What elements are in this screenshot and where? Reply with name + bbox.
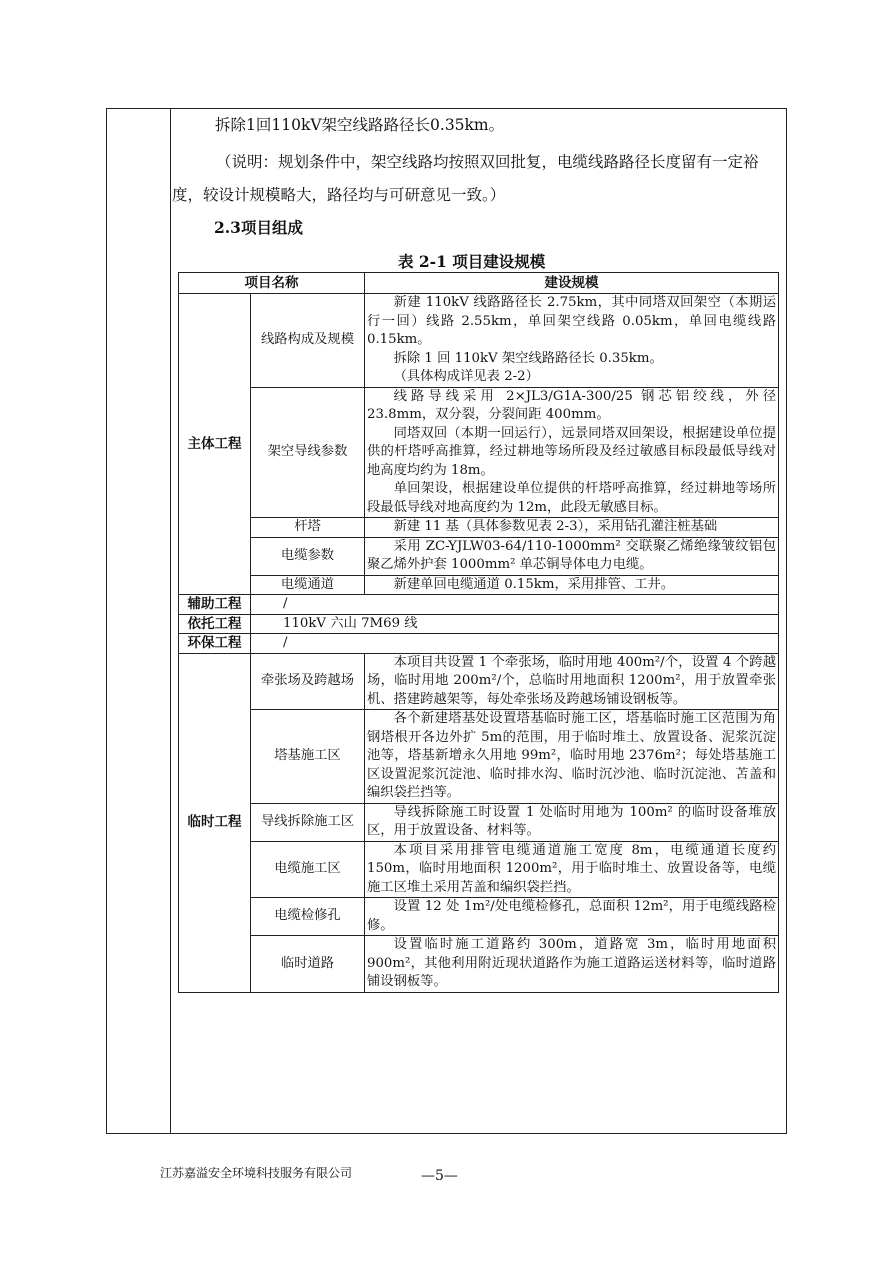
intro-line: 拆除1回110kV架空线路路径长0.35km。 [215, 116, 505, 134]
desc-line: 新建单回电缆通道 0.15km，采用排管、工井。 [393, 576, 675, 592]
row-name: 电缆参数 [251, 537, 365, 575]
row-name: 牵张场及跨越场 [251, 653, 365, 710]
table-row [179, 803, 779, 841]
row-desc [365, 898, 779, 936]
row-name: 电缆检修孔 [251, 898, 365, 936]
table-row [179, 518, 779, 538]
desc-line: 单回架设，根据建设单位提供的杆塔呼高推算，经过耕地等场所段最低导线对地高度约为 12m，此段无敏感目标。 [367, 481, 776, 515]
table-row [179, 898, 779, 936]
row-desc [365, 936, 779, 993]
desc-line: 新建 110kV 线路路径长 2.75km，其中同塔双回架空（本期运行一回）线路 2.55km，单回架空线路 0.05km，单回电缆线路 0.15km。 [367, 295, 776, 347]
row-desc [365, 387, 779, 518]
desc-line: 拆除 1 回 110kV 架空线路路径长 0.35km。 [393, 350, 663, 366]
row-name: 塔基施工区 [251, 710, 365, 804]
row-name: 电缆施工区 [251, 841, 365, 898]
table-row [179, 595, 779, 615]
row-name: 杆塔 [251, 518, 365, 538]
header-project-name: 项目名称 [179, 273, 365, 294]
table-row [179, 710, 779, 804]
table-header-row [179, 273, 779, 294]
desc-line: 线路导线采用 2×JL3/G1A-300/25 钢芯铝绞线，外径 23.8mm，双分裂，分裂间距 400mm。 [367, 388, 776, 422]
support-value: 110kV 六山 7M69 线 [251, 614, 779, 634]
footer-page-number: —5— [421, 1168, 458, 1184]
row-desc [365, 710, 779, 804]
desc-line: 设置临时施工道路约 300m，道路宽 3m，临时用地面积 900m²，其他利用附近现状道路作为施工道路运送材料等，临时道路铺设钢板等。 [367, 937, 776, 989]
table-row [179, 575, 779, 595]
row-name: 线路构成及规模 [251, 294, 365, 388]
row-name: 导线拆除施工区 [251, 803, 365, 841]
frame-divider [170, 109, 171, 1133]
table-row [179, 614, 779, 634]
table-row [179, 294, 779, 388]
env-value: / [251, 634, 779, 654]
row-desc [365, 294, 779, 388]
table-row [179, 653, 779, 710]
row-name: 电缆通道 [251, 575, 365, 595]
desc-line: 各个新建塔基处设置塔基临时施工区，塔基临时施工区范围为角钢塔根开各边外扩 5m的范围，用于临时堆土、放置设备、泥浆沉淀池等，塔基新增永久用地 99m²，临时用地 2376m²；每处塔基施工区设置泥浆沉淀池、临时排水沟、临时沉沙池、临时沉淀池、苫盖和编织袋拦挡等。 [367, 711, 776, 800]
category-aux: 辅助工程 [179, 595, 251, 615]
project-scale-table [178, 272, 779, 993]
table-row [179, 936, 779, 993]
row-desc [365, 803, 779, 841]
desc-line: （具体构成详见表 2-2） [393, 369, 539, 384]
row-desc [365, 841, 779, 898]
category-temp: 临时工程 [179, 653, 251, 992]
table-row [179, 387, 779, 518]
desc-line: 本项目采用排管电缆通道施工宽度 8m，电缆通道长度约 150m，临时用地面积 1200m²，用于临时堆土、放置设备等，电缆施工区堆土采用苫盖和编织袋拦挡。 [367, 842, 776, 895]
row-desc [365, 537, 779, 575]
row-desc [365, 653, 779, 710]
row-name: 临时道路 [251, 936, 365, 993]
desc-line: 新建 11 基（具体参数见表 2-3），采用钻孔灌注桩基础 [393, 519, 718, 534]
desc-line: 采用 ZC-YJLW03-64/110-1000mm² 交联聚乙烯绝缘皱纹铝包聚乙烯外护套 1000mm² 单芯铜导体电力电缆。 [367, 538, 776, 572]
section-heading: 2.3项目组成 [214, 218, 303, 237]
table-caption: 表 2-1 项目建设规模 [398, 252, 546, 271]
category-support: 依托工程 [179, 614, 251, 634]
table-row [179, 841, 779, 898]
category-main: 主体工程 [179, 294, 251, 595]
aux-value: / [251, 595, 779, 615]
footer-company: 江苏嘉溢安全环境科技服务有限公司 [160, 1166, 353, 1180]
intro-note: （说明：规划条件中，架空线路均按照双回批复，电缆线路路径长度留有一定裕度，较设计规模略大，路径均与可研意见一致。） [172, 153, 759, 204]
table-row [179, 537, 779, 575]
table-row [179, 634, 779, 654]
header-construction-scale: 建设规模 [365, 273, 779, 294]
desc-line: 设置 12 处 1m²/处电缆检修孔，总面积 12m²，用于电缆线路检修。 [367, 899, 776, 933]
category-env: 环保工程 [179, 634, 251, 654]
desc-line: 本项目共设置 1 个牵张场，临时用地 400m²/个，设置 4 个跨越场，临时用地 200m²/个，总临时用地面积 1200m²，用于放置牵张机、搭建跨越架等，每处牵张场及跨越场铺设钢板等。 [367, 654, 776, 707]
row-desc [365, 518, 779, 538]
row-desc [365, 575, 779, 595]
desc-line: 同塔双回（本期一回运行），远景同塔双回架设，根据建设单位提供的杆塔呼高推算，经过耕地等场所段及经过敏感目标段最低导线对地高度均约为 18m。 [367, 425, 776, 478]
row-name: 架空导线参数 [251, 387, 365, 518]
desc-line: 导线拆除施工时设置 1 处临时用地为 100m² 的临时设备堆放区，用于放置设备、材料等。 [367, 804, 776, 838]
